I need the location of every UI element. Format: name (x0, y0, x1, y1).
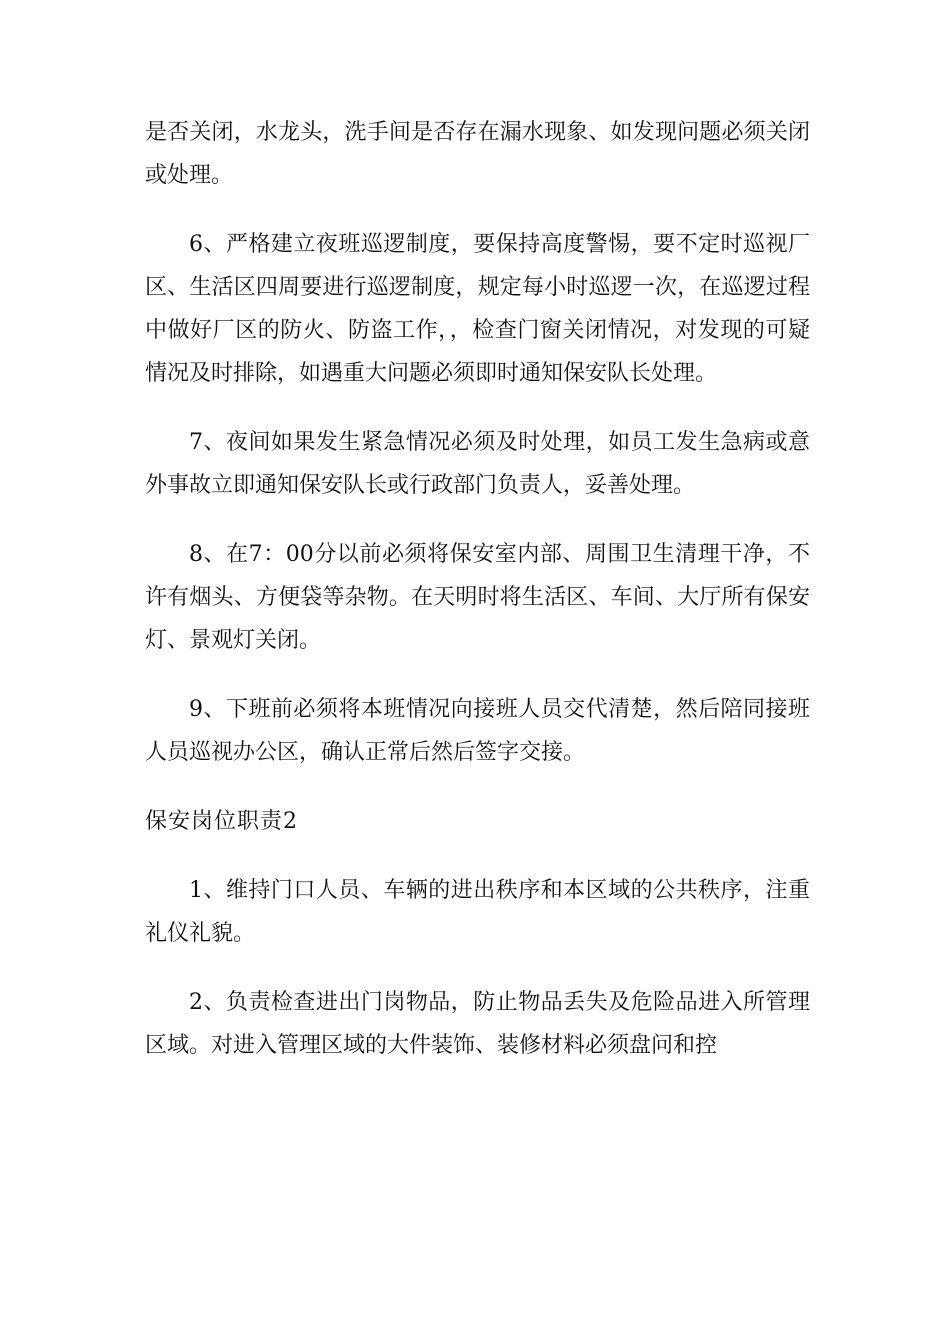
paragraph-item-9: 9、下班前必须将本班情况向接班人员交代清楚，然后陪同接班人员巡视办公区，确认正常后然后签字交接。 (145, 697, 810, 765)
paragraph-item-2: 2、负责检查进出门岗物品，防止物品丢失及危险品进入所管理区域。对进入管理区域的大件装饰、装修材料必须盘问和控 (145, 990, 810, 1058)
paragraph-item-7: 7、夜间如果发生紧急情况必须及时处理，如员工发生急病或意外事故立即通知保安队长或行政部门负责人，妥善处理。 (145, 430, 810, 498)
paragraph-continued: 是否关闭，水龙头，洗手间是否存在漏水现象、如发现问题必须关闭或处理。 (145, 120, 810, 188)
paragraph-item-8: 8、在7：00分以前必须将保安室内部、周围卫生清理干净，不许有烟头、方便袋等杂物。在天明时将生活区、车间、大厅所有保安灯、景观灯关闭。 (145, 542, 810, 653)
paragraph-item-1: 1、维持门口人员、车辆的进出秩序和本区域的公共秩序，注重礼仪礼貌。 (145, 878, 810, 946)
document-page (145, 111, 810, 1093)
paragraph-item-6: 6、严格建立夜班巡逻制度，要保持高度警惕，要不定时巡视厂区、生活区四周要进行巡逻制度，规定每小时巡逻一次，在巡逻过程中做好厂区的防火、防盗工作，，检查门窗关闭情况，对发现的可疑情况及时排除，如遇重大问题必须即时通知保安队长处理。 (145, 232, 810, 386)
section-heading: 保安岗位职责2 (145, 809, 298, 834)
